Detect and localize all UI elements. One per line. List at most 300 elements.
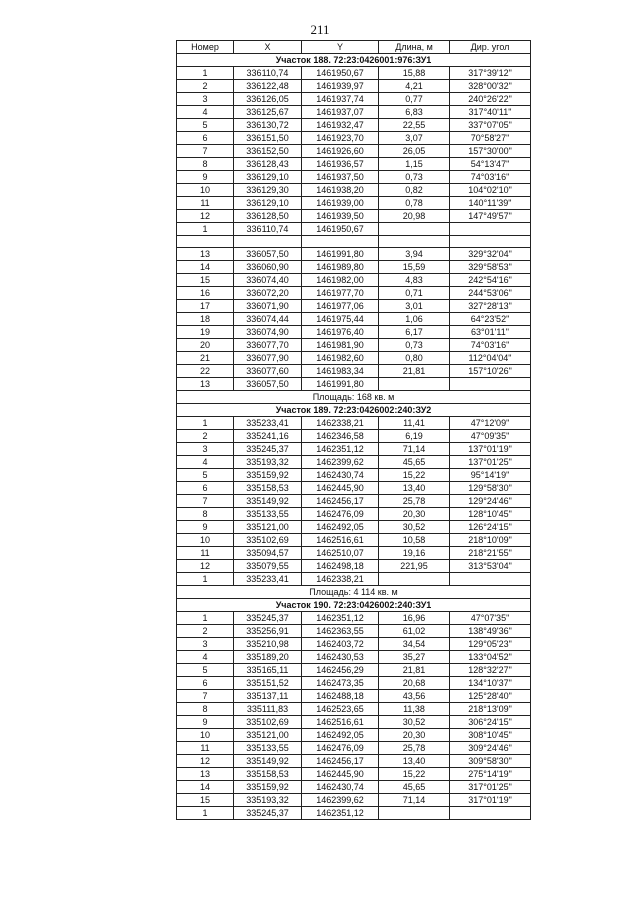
cell-direction-angle: 64°23'52" xyxy=(450,313,531,326)
cell-number: 18 xyxy=(177,313,234,326)
cell-number: 2 xyxy=(177,430,234,443)
cell-direction-angle: 126°24'15" xyxy=(450,521,531,534)
table-row xyxy=(177,781,531,794)
cell-direction-angle: 306°24'15" xyxy=(450,716,531,729)
cell-y: 1462351,12 xyxy=(302,612,379,625)
table-row xyxy=(177,339,531,352)
cell-y: 1462456,29 xyxy=(302,664,379,677)
cell-x: 335245,37 xyxy=(234,443,302,456)
cell-x: 336077,90 xyxy=(234,352,302,365)
cell-direction-angle: 313°53'04" xyxy=(450,560,531,573)
cell-y: 1462346,58 xyxy=(302,430,379,443)
cell-length: 34,54 xyxy=(379,638,450,651)
cell-x: 335189,20 xyxy=(234,651,302,664)
cell-x: 335151,52 xyxy=(234,677,302,690)
cell-direction-angle: 74°03'16" xyxy=(450,339,531,352)
table-row xyxy=(177,716,531,729)
cell-length: 11,41 xyxy=(379,417,450,430)
cell-x: 336125,67 xyxy=(234,106,302,119)
header-x: X xyxy=(234,41,302,54)
cell-length: 25,78 xyxy=(379,495,450,508)
cell-y: 1461982,00 xyxy=(302,274,379,287)
cell-x: 336128,50 xyxy=(234,210,302,223)
cell-y: 1462498,18 xyxy=(302,560,379,573)
cell-length: 20,68 xyxy=(379,677,450,690)
cell-y: 1462399,62 xyxy=(302,794,379,807)
header-number: Номер xyxy=(177,41,234,54)
cell-length: 16,96 xyxy=(379,612,450,625)
cell-direction-angle: 147°49'57" xyxy=(450,210,531,223)
cell-number: 11 xyxy=(177,547,234,560)
cell-number: 5 xyxy=(177,119,234,132)
table-row xyxy=(177,248,531,261)
header-length: Длина, м xyxy=(379,41,450,54)
cell-x: 336130,72 xyxy=(234,119,302,132)
cell-direction-angle xyxy=(450,236,531,248)
cell-direction-angle: 95°14'19" xyxy=(450,469,531,482)
table-row xyxy=(177,482,531,495)
cell-direction-angle: 244°53'06" xyxy=(450,287,531,300)
cell-x: 336057,50 xyxy=(234,378,302,391)
plot-title: Участок 188. 72:23:0426001:976:ЗУ1 xyxy=(177,54,531,67)
cell-direction-angle xyxy=(450,573,531,586)
cell-number: 2 xyxy=(177,625,234,638)
cell-length: 13,40 xyxy=(379,755,450,768)
plot-title: Участок 190. 72:23:0426002:240:ЗУ1 xyxy=(177,599,531,612)
table-row xyxy=(177,703,531,716)
cell-direction-angle: 63°01'11" xyxy=(450,326,531,339)
cell-number: 8 xyxy=(177,158,234,171)
table-row xyxy=(177,755,531,768)
cell-x: 335149,92 xyxy=(234,755,302,768)
cell-y: 1461981,90 xyxy=(302,339,379,352)
cell-length xyxy=(379,236,450,248)
cell-direction-angle: 70°58'27" xyxy=(450,132,531,145)
cell-direction-angle: 329°32'04" xyxy=(450,248,531,261)
cell-direction-angle: 128°10'45" xyxy=(450,508,531,521)
cell-number: 8 xyxy=(177,703,234,716)
cell-x: 336128,43 xyxy=(234,158,302,171)
cell-y: 1462445,90 xyxy=(302,482,379,495)
cell-y: 1462456,17 xyxy=(302,495,379,508)
cell-number: 3 xyxy=(177,93,234,106)
cell-number xyxy=(177,236,234,248)
cell-x: 336074,44 xyxy=(234,313,302,326)
cell-length: 15,59 xyxy=(379,261,450,274)
cell-x: 336074,90 xyxy=(234,326,302,339)
cell-length: 25,78 xyxy=(379,742,450,755)
cell-direction-angle: 128°32'27" xyxy=(450,664,531,677)
cell-number: 4 xyxy=(177,651,234,664)
cell-x: 336129,30 xyxy=(234,184,302,197)
plot-area: Площадь: 4 114 кв. м xyxy=(177,586,531,599)
plot-area: Площадь: 168 кв. м xyxy=(177,391,531,404)
cell-y: 1462351,12 xyxy=(302,807,379,820)
cell-number: 12 xyxy=(177,755,234,768)
table-row xyxy=(177,145,531,158)
cell-x: 336129,10 xyxy=(234,171,302,184)
cell-x: 336151,50 xyxy=(234,132,302,145)
cell-length: 20,30 xyxy=(379,508,450,521)
cell-number: 14 xyxy=(177,261,234,274)
table-row xyxy=(177,521,531,534)
cell-direction-angle: 54°13'47" xyxy=(450,158,531,171)
table-row xyxy=(177,443,531,456)
cell-x: 335241,16 xyxy=(234,430,302,443)
plot-header-row xyxy=(177,404,531,417)
cell-number: 7 xyxy=(177,690,234,703)
table-row xyxy=(177,300,531,313)
table-row xyxy=(177,119,531,132)
table-row xyxy=(177,690,531,703)
cell-number: 1 xyxy=(177,807,234,820)
cell-y: 1461991,80 xyxy=(302,378,379,391)
table-row xyxy=(177,223,531,236)
cell-y: 1461982,60 xyxy=(302,352,379,365)
cell-direction-angle: 133°04'52" xyxy=(450,651,531,664)
cell-x: 336126,05 xyxy=(234,93,302,106)
cell-x: 335149,92 xyxy=(234,495,302,508)
cell-x: 336074,40 xyxy=(234,274,302,287)
cell-direction-angle: 137°01'25" xyxy=(450,456,531,469)
cell-number: 8 xyxy=(177,508,234,521)
cell-length: 45,65 xyxy=(379,456,450,469)
cell-direction-angle: 129°24'46" xyxy=(450,495,531,508)
cell-y: 1461983,34 xyxy=(302,365,379,378)
cell-length: 221,95 xyxy=(379,560,450,573)
cell-y: 1462492,05 xyxy=(302,729,379,742)
cell-number: 6 xyxy=(177,677,234,690)
cell-x: 335159,92 xyxy=(234,781,302,794)
cell-direction-angle: 317°01'25" xyxy=(450,781,531,794)
cell-x: 335256,91 xyxy=(234,625,302,638)
cell-y: 1461977,70 xyxy=(302,287,379,300)
cell-x: 335102,69 xyxy=(234,716,302,729)
cell-length: 1,15 xyxy=(379,158,450,171)
table-row xyxy=(177,807,531,820)
cell-direction-angle: 308°10'45" xyxy=(450,729,531,742)
cell-direction-angle: 125°28'40" xyxy=(450,690,531,703)
cell-direction-angle: 138°49'36" xyxy=(450,625,531,638)
cell-length: 3,94 xyxy=(379,248,450,261)
cell-direction-angle: 218°21'55" xyxy=(450,547,531,560)
table-row xyxy=(177,158,531,171)
cell-number: 22 xyxy=(177,365,234,378)
cell-number: 13 xyxy=(177,248,234,261)
cell-number: 4 xyxy=(177,456,234,469)
page-number: 211 xyxy=(310,22,330,37)
cell-y: 1461923,70 xyxy=(302,132,379,145)
cell-number: 1 xyxy=(177,612,234,625)
cell-x: 336110,74 xyxy=(234,67,302,80)
cell-direction-angle: 218°10'09" xyxy=(450,534,531,547)
cell-y: 1461976,40 xyxy=(302,326,379,339)
cell-number: 11 xyxy=(177,742,234,755)
cell-direction-angle: 137°01'19" xyxy=(450,443,531,456)
cell-length: 61,02 xyxy=(379,625,450,638)
cell-number: 6 xyxy=(177,132,234,145)
cell-length xyxy=(379,223,450,236)
cell-number: 10 xyxy=(177,184,234,197)
cell-x: 335121,00 xyxy=(234,729,302,742)
table-row xyxy=(177,651,531,664)
cell-length xyxy=(379,378,450,391)
cell-direction-angle: 309°24'46" xyxy=(450,742,531,755)
cell-direction-angle: 337°07'05" xyxy=(450,119,531,132)
table-body xyxy=(177,54,531,820)
cell-number: 1 xyxy=(177,573,234,586)
cell-number: 13 xyxy=(177,378,234,391)
cell-number: 13 xyxy=(177,768,234,781)
cell-y: 1461937,07 xyxy=(302,106,379,119)
cell-x: 335159,92 xyxy=(234,469,302,482)
cell-direction-angle: 112°04'04" xyxy=(450,352,531,365)
cell-y: 1461937,74 xyxy=(302,93,379,106)
cell-direction-angle: 317°40'11" xyxy=(450,106,531,119)
plot-header-row xyxy=(177,599,531,612)
cell-y: 1462430,74 xyxy=(302,469,379,482)
cell-length: 26,05 xyxy=(379,145,450,158)
cell-direction-angle: 329°58'53" xyxy=(450,261,531,274)
cell-length: 0,73 xyxy=(379,339,450,352)
cell-y: 1462476,09 xyxy=(302,742,379,755)
cell-y: 1462430,53 xyxy=(302,651,379,664)
table-row xyxy=(177,417,531,430)
cell-y: 1461936,57 xyxy=(302,158,379,171)
cell-length: 71,14 xyxy=(379,794,450,807)
cell-x: 335121,00 xyxy=(234,521,302,534)
cell-y: 1462403,72 xyxy=(302,638,379,651)
cell-y: 1462430,74 xyxy=(302,781,379,794)
cell-number: 1 xyxy=(177,223,234,236)
cell-direction-angle: 47°07'35" xyxy=(450,612,531,625)
cell-x: 336077,60 xyxy=(234,365,302,378)
table-row xyxy=(177,80,531,93)
cell-x: 335158,53 xyxy=(234,482,302,495)
cell-x: 336129,10 xyxy=(234,197,302,210)
cell-x: 335079,55 xyxy=(234,560,302,573)
cell-y: 1462473,35 xyxy=(302,677,379,690)
cell-number: 19 xyxy=(177,326,234,339)
table-row xyxy=(177,313,531,326)
cell-length: 15,22 xyxy=(379,768,450,781)
table-row xyxy=(177,534,531,547)
table-row xyxy=(177,287,531,300)
header-y: Y xyxy=(302,41,379,54)
cell-y: 1462399,62 xyxy=(302,456,379,469)
cell-y: 1461939,50 xyxy=(302,210,379,223)
cell-length: 20,98 xyxy=(379,210,450,223)
cell-direction-angle: 242°54'16" xyxy=(450,274,531,287)
cell-number: 9 xyxy=(177,171,234,184)
cell-number: 20 xyxy=(177,339,234,352)
cell-number: 7 xyxy=(177,495,234,508)
cell-number: 5 xyxy=(177,469,234,482)
cell-length: 0,77 xyxy=(379,93,450,106)
table-row xyxy=(177,365,531,378)
table-row xyxy=(177,729,531,742)
cell-direction-angle: 129°05'23" xyxy=(450,638,531,651)
table-row xyxy=(177,560,531,573)
table-row xyxy=(177,106,531,119)
cell-y: 1462338,21 xyxy=(302,573,379,586)
cell-length: 10,58 xyxy=(379,534,450,547)
table-row xyxy=(177,625,531,638)
cell-y: 1461950,67 xyxy=(302,223,379,236)
cell-y: 1461989,80 xyxy=(302,261,379,274)
cell-x: 336060,90 xyxy=(234,261,302,274)
cell-y: 1461991,80 xyxy=(302,248,379,261)
cell-y: 1462516,61 xyxy=(302,716,379,729)
cell-length: 30,52 xyxy=(379,521,450,534)
cell-x: 336110,74 xyxy=(234,223,302,236)
table-row xyxy=(177,378,531,391)
cell-direction-angle: 218°13'09" xyxy=(450,703,531,716)
cell-direction-angle xyxy=(450,378,531,391)
cell-length: 20,30 xyxy=(379,729,450,742)
cell-direction-angle xyxy=(450,223,531,236)
cell-y: 1462338,21 xyxy=(302,417,379,430)
table-row xyxy=(177,236,531,248)
cell-number: 9 xyxy=(177,716,234,729)
cell-number: 15 xyxy=(177,274,234,287)
cell-number: 3 xyxy=(177,638,234,651)
area-row xyxy=(177,391,531,404)
cell-length: 0,73 xyxy=(379,171,450,184)
cell-number: 12 xyxy=(177,210,234,223)
table-row xyxy=(177,210,531,223)
cell-x: 335133,55 xyxy=(234,742,302,755)
cell-x: 335193,32 xyxy=(234,794,302,807)
cell-y: 1461926,60 xyxy=(302,145,379,158)
cell-number: 7 xyxy=(177,145,234,158)
table-row xyxy=(177,794,531,807)
table-row xyxy=(177,132,531,145)
cell-length: 3,07 xyxy=(379,132,450,145)
table-row xyxy=(177,469,531,482)
cell-number: 1 xyxy=(177,67,234,80)
cell-y: 1462363,55 xyxy=(302,625,379,638)
cell-x: 335245,37 xyxy=(234,807,302,820)
cell-number: 4 xyxy=(177,106,234,119)
table-row xyxy=(177,93,531,106)
cell-length: 4,21 xyxy=(379,80,450,93)
cell-direction-angle: 328°00'32" xyxy=(450,80,531,93)
table-row xyxy=(177,184,531,197)
cell-y: 1461937,50 xyxy=(302,171,379,184)
cell-direction-angle: 74°03'16" xyxy=(450,171,531,184)
cell-x: 335158,53 xyxy=(234,768,302,781)
cell-direction-angle: 240°26'22" xyxy=(450,93,531,106)
cell-x: 336152,50 xyxy=(234,145,302,158)
cell-length: 15,88 xyxy=(379,67,450,80)
table-row xyxy=(177,326,531,339)
cell-direction-angle xyxy=(450,807,531,820)
table-row xyxy=(177,274,531,287)
cell-y: 1461939,00 xyxy=(302,197,379,210)
cell-direction-angle: 134°10'37" xyxy=(450,677,531,690)
cell-y: 1462523,65 xyxy=(302,703,379,716)
table-row xyxy=(177,67,531,80)
cell-direction-angle: 104°02'10" xyxy=(450,184,531,197)
cell-length xyxy=(379,573,450,586)
cell-number: 12 xyxy=(177,560,234,573)
cell-y: 1462516,61 xyxy=(302,534,379,547)
cell-length: 30,52 xyxy=(379,716,450,729)
cell-direction-angle: 47°12'09" xyxy=(450,417,531,430)
table-row xyxy=(177,677,531,690)
cell-number: 15 xyxy=(177,794,234,807)
cell-length: 6,19 xyxy=(379,430,450,443)
cell-x: 335233,41 xyxy=(234,417,302,430)
cell-number: 9 xyxy=(177,521,234,534)
cell-number: 2 xyxy=(177,80,234,93)
cell-y: 1462510,07 xyxy=(302,547,379,560)
cell-x: 336122,48 xyxy=(234,80,302,93)
table-header-row xyxy=(177,41,531,54)
table-row xyxy=(177,612,531,625)
cell-direction-angle: 309°58'30" xyxy=(450,755,531,768)
cell-direction-angle: 317°39'12" xyxy=(450,67,531,80)
cell-length: 6,83 xyxy=(379,106,450,119)
cell-length: 4,83 xyxy=(379,274,450,287)
cell-x xyxy=(234,236,302,248)
cell-length: 35,27 xyxy=(379,651,450,664)
cell-y xyxy=(302,236,379,248)
cell-y: 1462445,90 xyxy=(302,768,379,781)
cell-length xyxy=(379,807,450,820)
cell-x: 335245,37 xyxy=(234,612,302,625)
cell-x: 336071,90 xyxy=(234,300,302,313)
table-row xyxy=(177,352,531,365)
cell-length: 3,01 xyxy=(379,300,450,313)
cell-length: 43,56 xyxy=(379,690,450,703)
cell-number: 10 xyxy=(177,534,234,547)
cell-length: 0,82 xyxy=(379,184,450,197)
cell-number: 21 xyxy=(177,352,234,365)
plot-title: Участок 189. 72:23:0426002:240:ЗУ2 xyxy=(177,404,531,417)
cell-length: 71,14 xyxy=(379,443,450,456)
cell-y: 1462492,05 xyxy=(302,521,379,534)
cell-direction-angle: 157°10'26" xyxy=(450,365,531,378)
cell-direction-angle: 47°09'35" xyxy=(450,430,531,443)
cell-length: 45,65 xyxy=(379,781,450,794)
cell-x: 335094,57 xyxy=(234,547,302,560)
table-row xyxy=(177,573,531,586)
cell-x: 335233,41 xyxy=(234,573,302,586)
cell-length: 1,06 xyxy=(379,313,450,326)
cell-direction-angle: 317°01'19" xyxy=(450,794,531,807)
cell-length: 0,78 xyxy=(379,197,450,210)
cell-number: 16 xyxy=(177,287,234,300)
cell-y: 1461950,67 xyxy=(302,67,379,80)
cell-direction-angle: 327°28'13" xyxy=(450,300,531,313)
cell-x: 335210,98 xyxy=(234,638,302,651)
cell-length: 19,16 xyxy=(379,547,450,560)
table-row xyxy=(177,638,531,651)
table-row xyxy=(177,171,531,184)
cell-y: 1461932,47 xyxy=(302,119,379,132)
table-row xyxy=(177,664,531,677)
cell-y: 1461939,97 xyxy=(302,80,379,93)
cell-number: 5 xyxy=(177,664,234,677)
cell-length: 11,38 xyxy=(379,703,450,716)
cell-x: 335133,55 xyxy=(234,508,302,521)
table-row xyxy=(177,456,531,469)
cell-y: 1461938,20 xyxy=(302,184,379,197)
table-row xyxy=(177,768,531,781)
cell-length: 21,81 xyxy=(379,664,450,677)
